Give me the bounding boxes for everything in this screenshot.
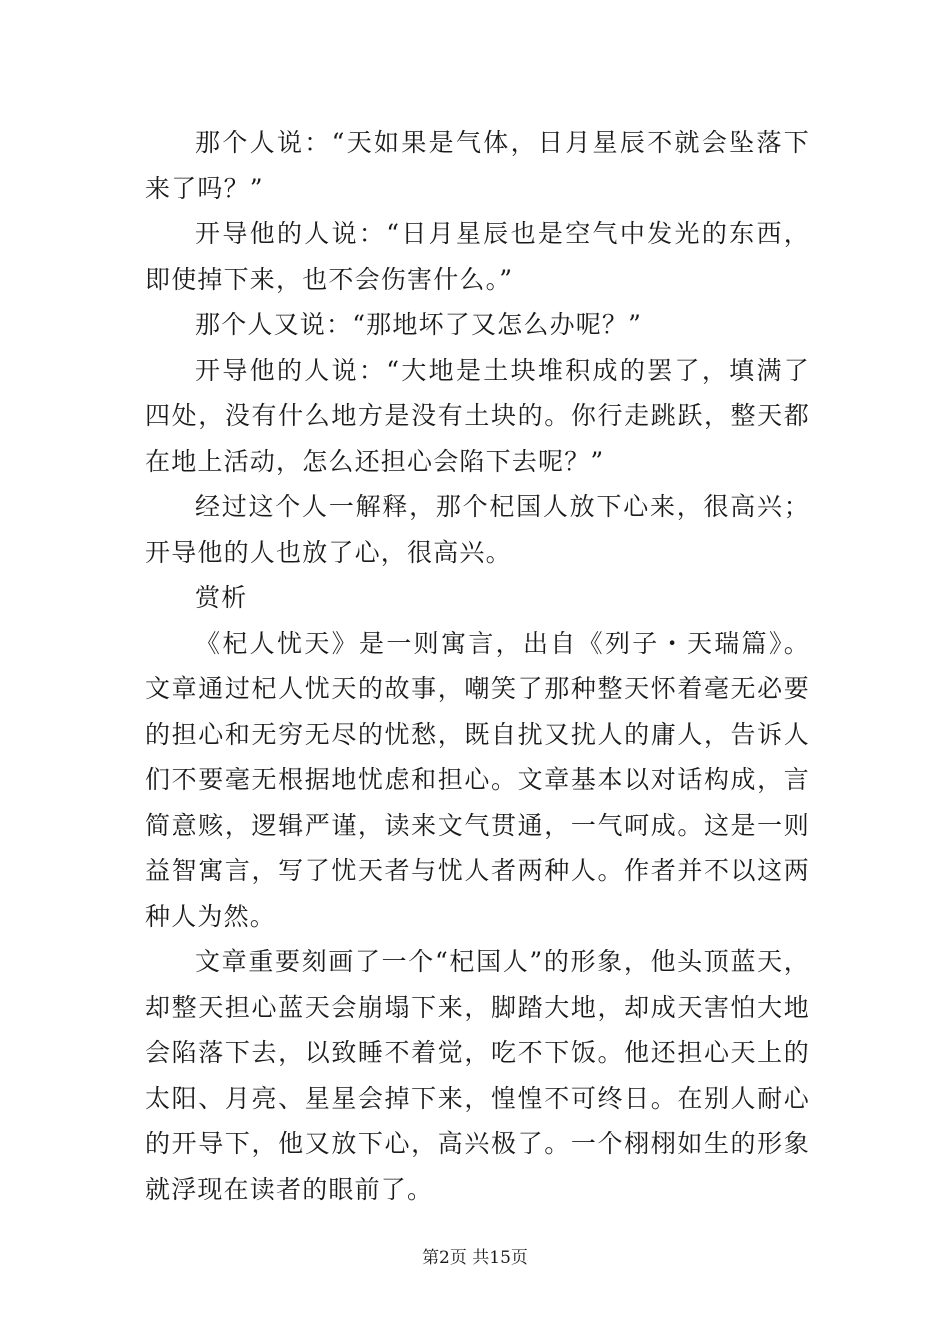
analysis-paragraph-1: 《杞人忧天》是一则寓言，出自《列子・天瑞篇》。文章通过杞人忧天的故事，嘲笑了那种整天怀着毫无必要的担心和无穷无尽的忧愁，既自扰又扰人的庸人，告诉人们不要毫无根据地忧虑和担心。文章基本以对话构成，言简意赅，逻辑严谨，读来文气贯通，一气呵成。这是一则益智寓言，写了忧天者与忧人者两种人。作者并不以这两种人为然。 (145, 628, 810, 931)
paragraph-2: 开导他的人说：“日月星辰也是空气中发光的东西，即使掉下来，也不会伤害什么。” (145, 219, 810, 294)
document-body (145, 120, 810, 1212)
paragraph-5: 经过这个人一解释，那个杞国人放下心来，很高兴；开导他的人也放了心，很高兴。 (145, 492, 810, 567)
paragraph-4: 开导他的人说：“大地是土块堆积成的罢了，填满了四处，没有什么地方是没有土块的。你行走跳跃，整天都在地上活动，怎么还担心会陷下去呢？” (145, 355, 810, 476)
paragraph-3: 那个人又说：“那地坏了又怎么办呢？” (195, 310, 643, 339)
page-footer: 第2页 共15页 (422, 1248, 528, 1268)
section-heading: 赏析 (195, 583, 248, 612)
analysis-paragraph-2: 文章重要刻画了一个“杞国人”的形象，他头顶蓝天，却整天担心蓝天会崩塌下来，脚踏大地，却成天害怕大地会陷落下去，以致睡不着觉，吃不下饭。他还担心天上的太阳、月亮、星星会掉下来，惶惶不可终日。在别人耐心的开导下，他又放下心，高兴极了。一个栩栩如生的形象就浮现在读者的眼前了。 (145, 947, 810, 1204)
paragraph-1: 那个人说：“天如果是气体，日月星辰不就会坠落下来了吗？” (145, 128, 810, 203)
